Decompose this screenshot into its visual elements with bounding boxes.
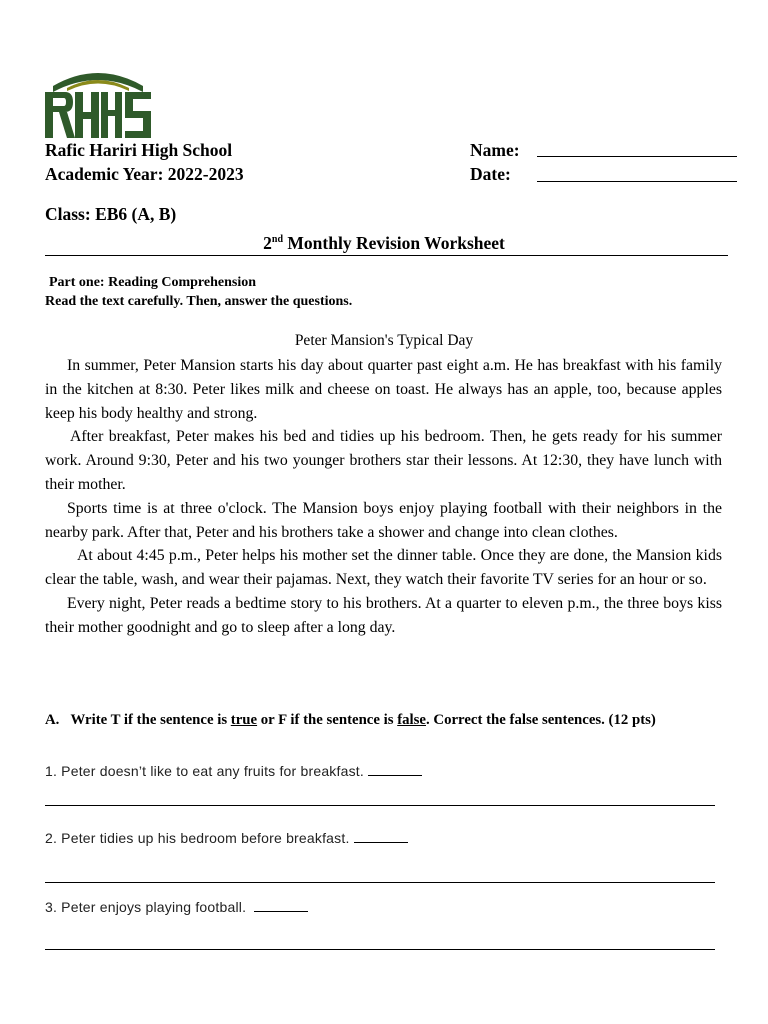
story-paragraph: Every night, Peter reads a bedtime story to his brothers. At a quarter to eleven p.m., the three boys kiss their mother goodnight and go to sleep after a long day.: [45, 594, 722, 636]
title-number: 2: [263, 233, 272, 253]
title-divider: [45, 255, 728, 256]
part-one-heading: Part one: Reading Comprehension: [49, 275, 257, 290]
section-a-instruction: A. Write T if the sentence is true or F if the sentence is false. Correct the false sentences. (12 pts): [45, 712, 656, 728]
correction-line[interactable]: [45, 882, 715, 883]
story-paragraph: Sports time is at three o'clock. The Mansion boys enjoy playing football with their neighbors in the nearby park. After that, Peter and his brothers take a shower and change into clean clothes.: [45, 499, 722, 541]
story-paragraph: In summer, Peter Mansion starts his day about quarter past eight a.m. He has breakfast with his family in the kitchen at 8:30. Peter likes milk and cheese on toast. He always has an apple, too, because apples keep his body healthy and strong.: [45, 357, 722, 422]
school-name: Rafic Hariri High School: [45, 140, 233, 160]
section-a-label: A.: [45, 712, 60, 728]
title-text: Monthly Revision Worksheet: [283, 233, 505, 253]
academic-year: Academic Year: 2022-2023: [45, 164, 244, 184]
logo-letters: [45, 92, 151, 138]
story-text: [45, 354, 722, 640]
answer-blank[interactable]: [254, 899, 308, 912]
story-paragraph: After breakfast, Peter makes his bed and tidies up his bedroom. Then, he gets ready for his summer work. Around 9:30, Peter and his two younger brothers star their lessons. At 12:30, they have lunch with their mother.: [45, 428, 722, 493]
story-title: Peter Mansion's Typical Day: [294, 332, 474, 349]
part-one-instruction: Read the text carefully. Then, answer the questions.: [45, 294, 353, 309]
title-ordinal: nd: [271, 234, 284, 246]
question-1: 1. Peter doesn’t like to eat any fruits for breakfast.: [45, 763, 422, 779]
school-logo: [45, 66, 151, 140]
answer-blank[interactable]: [368, 763, 422, 776]
date-label: Date:: [470, 164, 511, 184]
word-false: false: [397, 712, 426, 728]
word-true: true: [230, 712, 258, 728]
worksheet-title: [0, 233, 768, 254]
story-paragraph: At about 4:45 p.m., Peter helps his mother set the dinner table. Once they are done, the Mansion kids clear the table, wash, and wear their pajamas. Next, they watch their favorite TV series for an hour or so.: [45, 547, 722, 589]
name-field[interactable]: [537, 156, 737, 157]
correction-line[interactable]: [45, 949, 715, 950]
correction-line[interactable]: [45, 805, 715, 806]
date-field[interactable]: [537, 181, 737, 182]
answer-blank[interactable]: [354, 830, 408, 843]
question-3: 3. Peter enjoys playing football.: [45, 899, 308, 915]
class-label: Class: EB6 (A, B): [45, 204, 177, 224]
question-2: 2. Peter tidies up his bedroom before breakfast.: [45, 830, 408, 846]
name-label: Name:: [470, 140, 520, 160]
